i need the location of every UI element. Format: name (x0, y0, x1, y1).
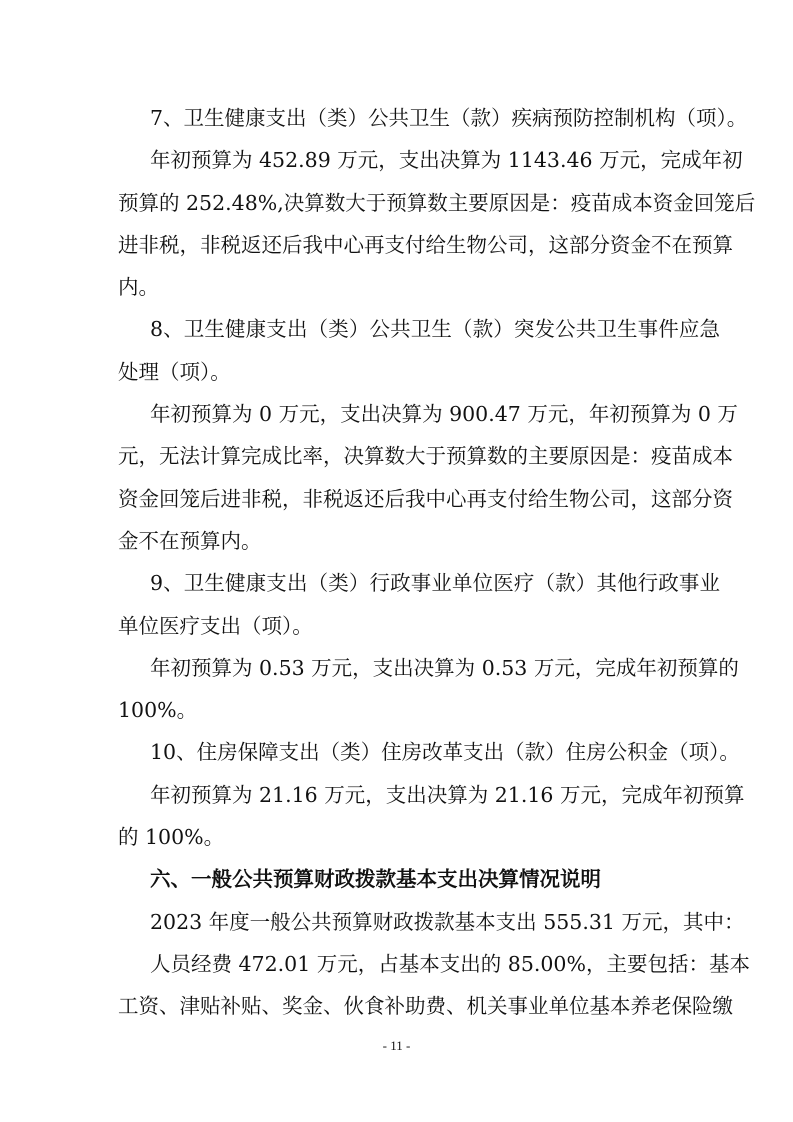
text-line: 年初预算为 0.53 万元，支出决算为 0.53 万元，完成年初预算的 (150, 655, 739, 680)
document-body (0, 97, 793, 1028)
page-number: - 11 - (382, 1038, 411, 1053)
text-line: 工资、津贴补贴、奖金、伙食补助费、机关事业单位基本养老保险缴 (118, 994, 733, 1019)
text-line: 2023 年度一般公共预算财政拨款基本支出 555.31 万元，其中： (150, 909, 745, 934)
text-line: 100%。 (118, 698, 198, 723)
text-line: 年初预算为 0 万元，支出决算为 900.47 万元，年初预算为 0 万 (150, 402, 738, 427)
section-heading: 六、一般公共预算财政拨款基本支出决算情况说明 (150, 867, 601, 892)
text-line: 金不在预算内。 (118, 528, 262, 553)
text-line: 人员经费 472.01 万元，占基本支出的 85.00%，主要包括：基本 (150, 951, 750, 976)
text-line: 单位医疗支出（项）。 (118, 613, 313, 638)
text-line: 年初预算为 452.89 万元，支出决算为 1143.46 万元，完成年初 (150, 148, 743, 173)
text-line: 7、卫生健康支出（类）公共卫生（款）疾病预防控制机构（项）。 (150, 106, 748, 130)
text-line: 9、卫生健康支出（类）行政事业单位医疗（款）其他行政事业 (150, 571, 720, 596)
text-line: 进非税，非税返还后我中心再支付给生物公司，这部分资金不在预算 (118, 232, 733, 257)
text-line: 预算的 252.48%,决算数大于预算数主要原因是：疫苗成本资金回笼后 (118, 190, 756, 215)
text-line: 年初预算为 21.16 万元，支出决算为 21.16 万元，完成年初预算 (150, 782, 745, 807)
text-line: 10、住房保障支出（类）住房改革支出（款）住房公积金（项）。 (150, 740, 740, 765)
text-line: 处理（项）。 (118, 359, 231, 384)
text-line: 的 100%。 (118, 825, 225, 850)
text-line: 8、卫生健康支出（类）公共卫生（款）突发公共卫生事件应急 (150, 317, 720, 342)
text-line: 资金回笼后进非税，非税返还后我中心再支付给生物公司，这部分资 (118, 486, 733, 511)
text-line: 元，无法计算完成比率，决算数大于预算数的主要原因是：疫苗成本 (118, 444, 733, 469)
text-line: 内。 (118, 275, 159, 300)
